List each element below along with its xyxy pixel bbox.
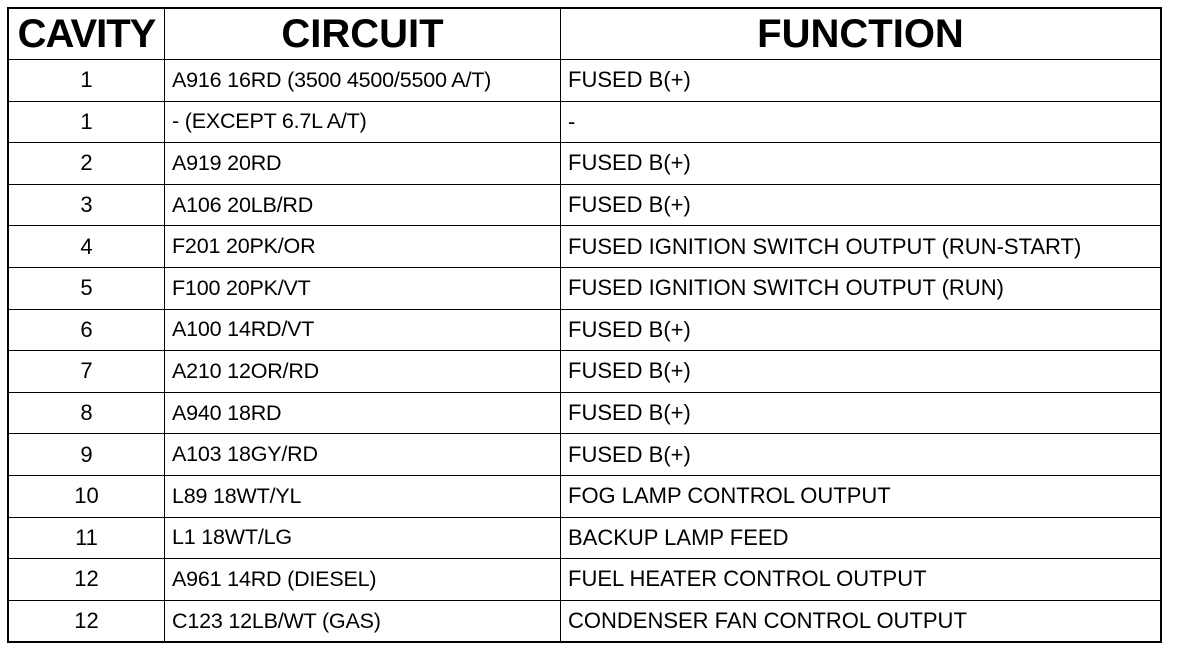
circuit-cell: A210 12OR/RD: [165, 351, 561, 393]
function-cell: CONDENSER FAN CONTROL OUTPUT: [561, 600, 1161, 642]
table-row: [9, 226, 1161, 268]
circuit-cell: A103 18GY/RD: [165, 434, 561, 476]
cavity-cell: 3: [9, 184, 165, 226]
circuit-cell: A940 18RD: [165, 392, 561, 434]
cavity-cell: 8: [9, 392, 165, 434]
cavity-cell: 6: [9, 309, 165, 351]
connector-pinout-table: [8, 8, 1161, 642]
cavity-cell: 7: [9, 351, 165, 393]
function-cell: FUSED B(+): [561, 184, 1161, 226]
cavity-cell: 12: [9, 600, 165, 642]
circuit-cell: A100 14RD/VT: [165, 309, 561, 351]
cavity-cell: 10: [9, 475, 165, 517]
header-circuit: CIRCUIT: [165, 9, 561, 60]
table-row: [9, 101, 1161, 143]
table-row: [9, 351, 1161, 393]
circuit-cell: L89 18WT/YL: [165, 475, 561, 517]
circuit-cell: A919 20RD: [165, 143, 561, 185]
function-cell: FUSED B(+): [561, 392, 1161, 434]
circuit-cell: A961 14RD (DIESEL): [165, 559, 561, 601]
table-row: [9, 392, 1161, 434]
cavity-cell: 4: [9, 226, 165, 268]
table-row: [9, 184, 1161, 226]
function-cell: FUSED B(+): [561, 143, 1161, 185]
function-cell: FUSED B(+): [561, 309, 1161, 351]
table-row: [9, 517, 1161, 559]
cavity-cell: 11: [9, 517, 165, 559]
cavity-cell: 1: [9, 101, 165, 143]
circuit-cell: - (EXCEPT 6.7L A/T): [165, 101, 561, 143]
circuit-cell: F100 20PK/VT: [165, 267, 561, 309]
header-function: FUNCTION: [561, 9, 1161, 60]
function-cell: FUEL HEATER CONTROL OUTPUT: [561, 559, 1161, 601]
function-cell: -: [561, 101, 1161, 143]
function-cell: FUSED IGNITION SWITCH OUTPUT (RUN): [561, 267, 1161, 309]
function-cell: FUSED B(+): [561, 351, 1161, 393]
cavity-cell: 1: [9, 60, 165, 102]
circuit-cell: A106 20LB/RD: [165, 184, 561, 226]
circuit-cell: C123 12LB/WT (GAS): [165, 600, 561, 642]
table-header: [9, 9, 1161, 60]
table-row: [9, 309, 1161, 351]
function-cell: FUSED B(+): [561, 434, 1161, 476]
table-row: [9, 600, 1161, 642]
cavity-cell: 5: [9, 267, 165, 309]
cavity-cell: 2: [9, 143, 165, 185]
cavity-cell: 12: [9, 559, 165, 601]
circuit-cell: F201 20PK/OR: [165, 226, 561, 268]
table-row: [9, 143, 1161, 185]
function-cell: FUSED B(+): [561, 60, 1161, 102]
table-row: [9, 559, 1161, 601]
table-row: [9, 434, 1161, 476]
function-cell: FOG LAMP CONTROL OUTPUT: [561, 475, 1161, 517]
function-cell: FUSED IGNITION SWITCH OUTPUT (RUN-START): [561, 226, 1161, 268]
table-row: [9, 475, 1161, 517]
header-row: [9, 9, 1161, 60]
function-cell: BACKUP LAMP FEED: [561, 517, 1161, 559]
table-row: [9, 267, 1161, 309]
circuit-cell: A916 16RD (3500 4500/5500 A/T): [165, 60, 561, 102]
cavity-cell: 9: [9, 434, 165, 476]
table-row: [9, 60, 1161, 102]
header-cavity: CAVITY: [9, 9, 165, 60]
circuit-cell: L1 18WT/LG: [165, 517, 561, 559]
table-body: [9, 60, 1161, 642]
